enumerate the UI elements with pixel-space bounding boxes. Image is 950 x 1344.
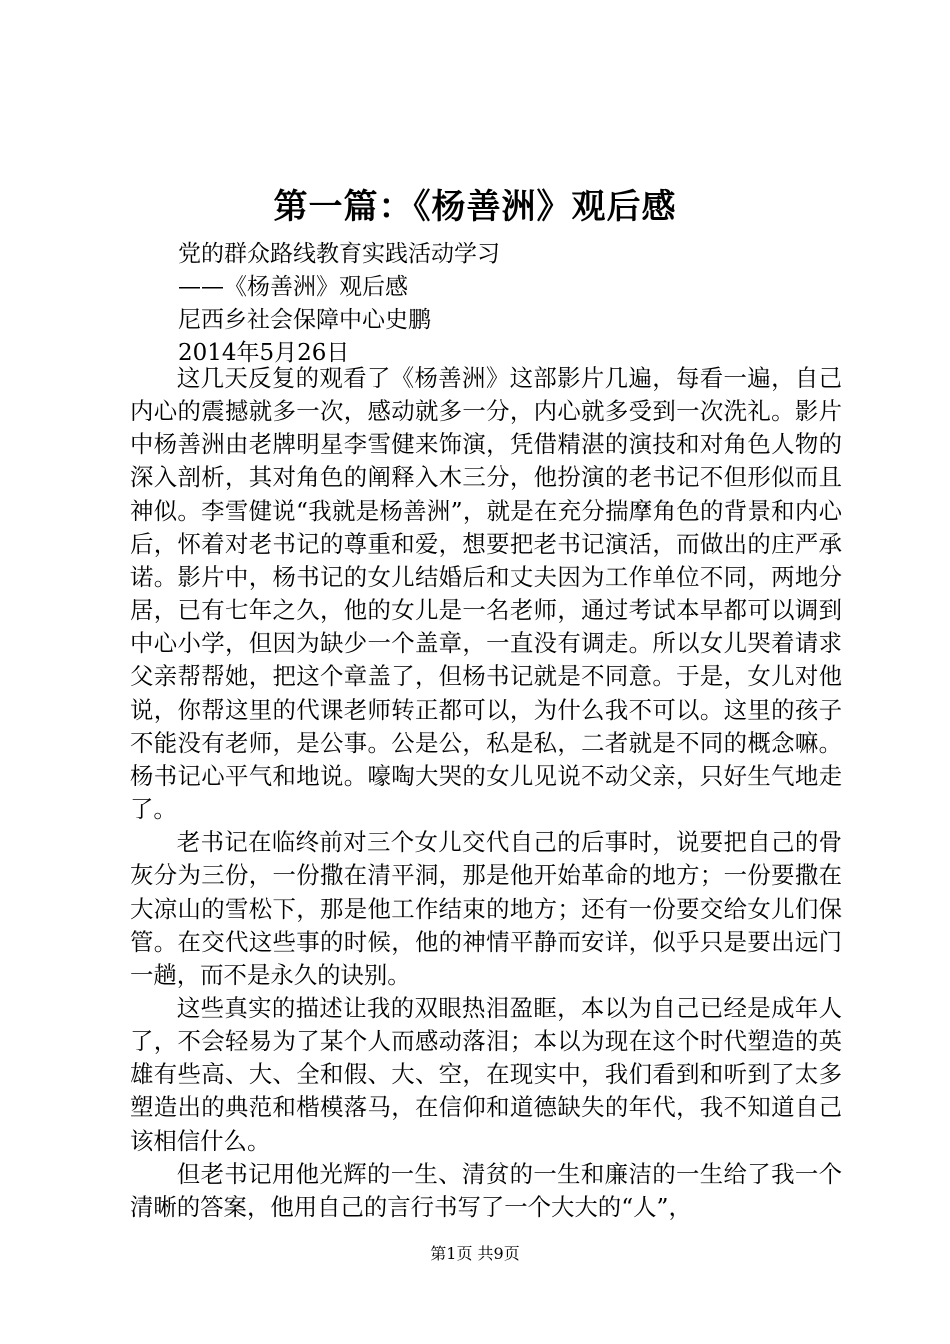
- page-footer: 第1页 共9页: [430, 1244, 520, 1263]
- body-paragraph: 这些真实的描述让我的双眼热泪盈眶，本以为自己已经是成年人了，不会轻易为了某个人而感动落泪；本以为现在这个时代塑造的英雄有些高、大、全和假、大、空，在现实中，我们看到和听到了太多塑造出的典范和楷模落马，在信仰和道德缺失的年代，我不知道自己该相信什么。: [130, 993, 842, 1155]
- body-paragraph: 这几天反复的观看了《杨善洲》这部影片几遍，每看一遍，自己内心的震撼就多一次，感动就多一分，内心就多受到一次洗礼。影片中杨善洲由老牌明星李雪健来饰演，凭借精湛的演技和对角色人物的深入剖析，其对角色的阐释入木三分，他扮演的老书记不但形似而且神似。李雪健说“我就是杨善洲”，就是在充分揣摩角色的背景和内心后，怀着对老书记的尊重和爱，想要把老书记演活，而做出的庄严承诺。影片中，杨书记的女儿结婚后和丈夫因为工作单位不同，两地分居，已有七年之久，他的女儿是一名老师，通过考试本早都可以调到中心小学，但因为缺少一个盖章，一直没有调走。所以女儿哭着请求父亲帮帮她，把这个章盖了，但杨书记就是不同意。于是，女儿对他说，你帮这里的代课老师转正都可以，为什么我不可以。这里的孩子不能没有老师，是公事。公是公，私是私，二者就是不同的概念嘛。杨书记心平气和地说。嚎啕大哭的女儿见说不动父亲，只好生气地走了。: [130, 364, 842, 824]
- document-body: [130, 362, 842, 1224]
- meta-subject: 党的群众路线教育实践活动学习: [178, 241, 500, 267]
- document-meta: [178, 238, 878, 370]
- meta-date: 2014年5月26日: [178, 340, 350, 366]
- document-title: 第一篇：《杨善洲》观后感: [273, 187, 677, 227]
- meta-author: 尼西乡社会保障中心史鹏: [178, 307, 431, 333]
- body-paragraph: 老书记在临终前对三个女儿交代自己的后事时，说要把自己的骨灰分为三份，一份撒在清平洞，那是他开始革命的地方；一份要撒在大凉山的雪松下，那是他工作结束的地方；还有一份要交给女儿们保管。在交代这些事的时候，他的神情平静而安详，似乎只是要出远门一趟，而不是永久的诀别。: [130, 828, 842, 989]
- meta-subtitle: ——《杨善洲》观后感: [178, 274, 408, 300]
- body-paragraph: 但老书记用他光辉的一生、清贫的一生和廉洁的一生给了我一个清晰的答案，他用自己的言行书写了一个大大的“人”，: [130, 1159, 842, 1221]
